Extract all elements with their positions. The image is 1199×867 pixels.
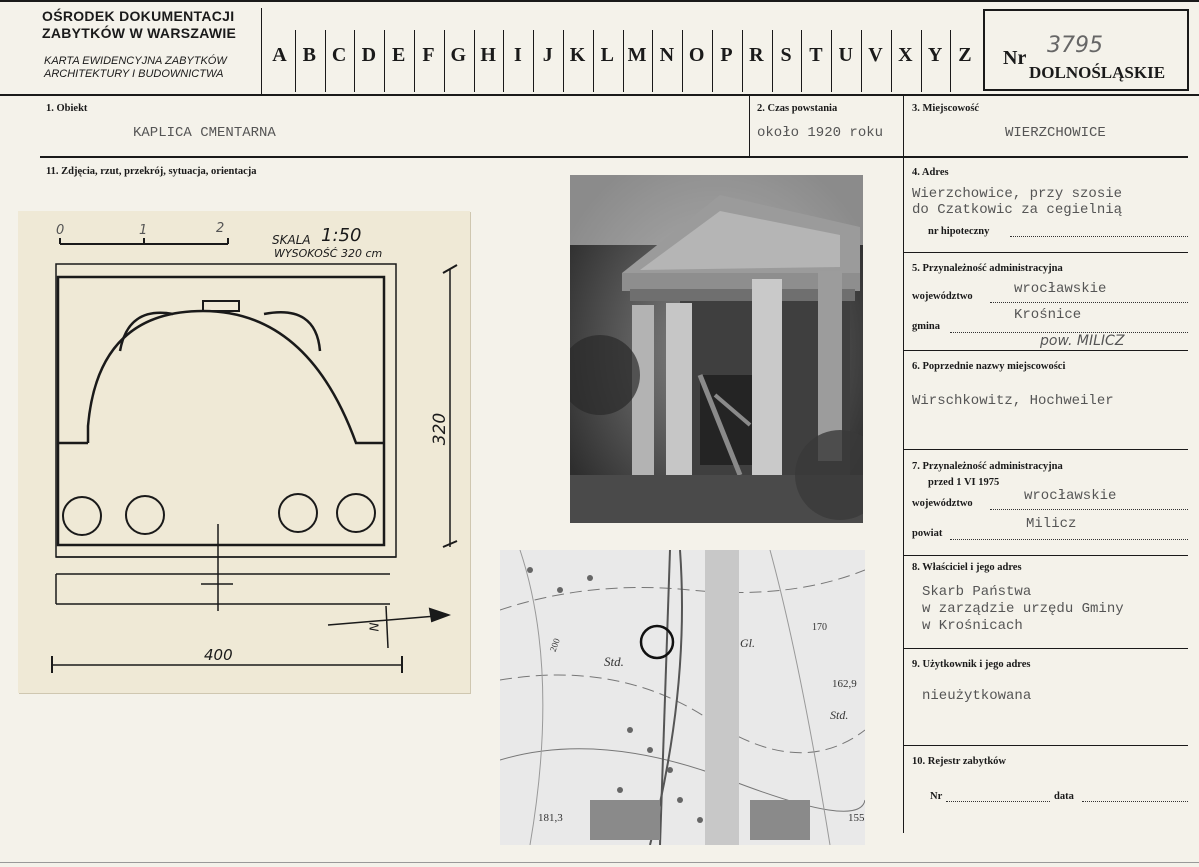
nr-hipoteczny-dots — [1010, 236, 1188, 237]
scale-tick-2: 2 — [216, 221, 225, 236]
index-letter-z: Z — [958, 44, 972, 66]
rule-9-10 — [903, 745, 1188, 746]
nr-hipoteczny-label: nr hipoteczny — [928, 226, 990, 237]
letter-separator — [444, 30, 445, 92]
bottom-edge — [0, 862, 1199, 863]
wlasciciel-label: 8. Właściciel i jego adres — [912, 562, 1022, 573]
institution-name — [42, 8, 236, 42]
przed-label: przed 1 VI 1975 — [928, 477, 1000, 488]
index-letter-h: H — [480, 44, 496, 66]
scale-tick-1: 1 — [139, 223, 148, 238]
index-letter-c: C — [331, 44, 347, 66]
adres-line-2: do Czatkowic za cegielnią — [912, 202, 1123, 218]
chapel-photo-image — [570, 175, 863, 523]
woj1975-value: wrocławskie — [1024, 488, 1117, 504]
przyn1975-label: 7. Przynależność administracyjna — [912, 461, 1063, 472]
wlasciciel-line-2: w zarządzie urzędu Gminy — [922, 601, 1124, 617]
wojewodztwo-label: województwo — [912, 291, 973, 302]
rule-4-5 — [903, 252, 1188, 253]
letter-separator — [861, 30, 862, 92]
scale-label: SKALA — [272, 233, 311, 247]
floor-plan-drawing — [18, 211, 470, 693]
wojewodztwo-value: wrocławskie — [1014, 281, 1107, 297]
index-letter-p: P — [720, 44, 733, 66]
wojewodztwo-dots — [990, 302, 1188, 303]
index-letter-v: V — [868, 44, 883, 66]
map-label-155: 155 — [848, 812, 865, 824]
letter-separator — [652, 30, 653, 92]
index-letter-e: E — [392, 44, 406, 66]
index-letter-b: B — [302, 44, 316, 66]
uzytkownik-label: 9. Użytkownik i jego adres — [912, 659, 1031, 670]
powiat-handwritten: pow. MILICZ — [1040, 333, 1125, 349]
index-letter-k: K — [569, 44, 586, 66]
index-letter-t: T — [809, 44, 823, 66]
nr-box — [983, 9, 1189, 91]
letter-separator — [384, 30, 385, 92]
przynaleznosc-label: 5. Przynależność administracyjna — [912, 263, 1063, 274]
czas-value: około 1920 roku — [757, 125, 884, 141]
header-bottom-rule — [0, 94, 1199, 96]
floor-plan-sheet — [18, 211, 470, 693]
index-letter-d: D — [361, 44, 377, 66]
letter-separator — [563, 30, 564, 92]
region: DOLNOŚLĄSKIE — [1029, 63, 1166, 82]
wlasciciel-line-3: w Krośnicach — [922, 618, 1023, 634]
poprzednie-label: 6. Poprzednie nazwy miejscowości — [912, 361, 1066, 372]
row1-bottom-rule — [40, 156, 1188, 158]
uzytkownik-value: nieużytkowana — [922, 688, 1032, 704]
letter-separator — [414, 30, 415, 92]
top-border — [0, 0, 1199, 2]
location-map — [500, 550, 865, 845]
gmina-value: Krośnice — [1014, 307, 1082, 323]
obiekt-value: KAPLICA CMENTARNA — [133, 125, 276, 141]
dim-height: 320 — [430, 412, 451, 446]
chapel-photo — [570, 175, 863, 523]
rule-8-9 — [903, 648, 1188, 649]
dim-width: 400 — [204, 646, 233, 664]
letter-separator — [712, 30, 713, 92]
letter-separator — [891, 30, 892, 92]
index-letter-u: U — [838, 44, 853, 66]
index-letter-o: O — [688, 44, 705, 66]
adres-line-1: Wierzchowice, przy szosie — [912, 186, 1123, 202]
letter-separator — [742, 30, 743, 92]
map-label-181: 181,3 — [538, 812, 563, 824]
index-letter-s: S — [780, 44, 792, 66]
letter-separator — [801, 30, 802, 92]
rule-7-8 — [903, 555, 1188, 556]
scale-value: 1:50 — [321, 225, 362, 246]
index-letter-m: M — [627, 44, 647, 66]
woj1975-dots — [990, 509, 1188, 510]
index-letter-n: N — [659, 44, 675, 66]
miejscowosc-value: WIERZCHOWICE — [1005, 125, 1106, 141]
miejscowosc-label: 3. Miejscowość — [912, 103, 980, 114]
map-label-162: 162,9 — [832, 678, 857, 690]
institution-line-1: OŚRODEK DOKUMENTACJI — [42, 8, 235, 24]
powiat-value: Milicz — [1026, 516, 1077, 532]
wlasciciel-value — [922, 584, 1124, 635]
index-letter-g: G — [450, 44, 467, 66]
index-letter-l: L — [600, 44, 614, 66]
letter-separator — [831, 30, 832, 92]
letter-separator — [474, 30, 475, 92]
scale-tick-0: 0 — [56, 223, 65, 238]
index-letter-i: I — [513, 44, 522, 66]
map-label-170: 170 — [812, 622, 827, 633]
rejestr-data-dots — [1082, 801, 1188, 802]
row1-divider-a — [749, 96, 750, 156]
nr-value: 3795 — [1047, 33, 1103, 58]
rejestr-data-label: data — [1054, 791, 1074, 802]
zdjecia-label: 11. Zdjęcia, rzut, przekrój, sytuacja, orientacja — [46, 166, 257, 177]
letter-separator — [682, 30, 683, 92]
card-title-line-1: KARTA EWIDENCYJNA ZABYTKÓW — [44, 55, 227, 67]
letter-separator — [772, 30, 773, 92]
letter-separator — [354, 30, 355, 92]
adres-label: 4. Adres — [912, 167, 949, 178]
woj1975-label: województwo — [912, 498, 973, 509]
index-letter-a: A — [272, 44, 287, 66]
obiekt-label: 1. Obiekt — [46, 103, 88, 114]
map-label-std-2: Std. — [830, 708, 849, 722]
north-label: N — [367, 622, 382, 632]
letter-separator — [533, 30, 534, 92]
letter-separator — [593, 30, 594, 92]
letter-separator — [921, 30, 922, 92]
nr-label: Nr — [1003, 47, 1027, 69]
powiat-label: powiat — [912, 528, 943, 539]
institution-line-2: ZABYTKÓW W WARSZAWIE — [42, 25, 237, 41]
rejestr-nr-dots — [946, 801, 1050, 802]
rejestr-label: 10. Rejestr zabytków — [912, 756, 1006, 767]
map-label-gl: Gl. — [740, 636, 755, 650]
index-letter-j: J — [542, 44, 553, 66]
right-column-divider — [903, 96, 904, 833]
location-map-image — [500, 550, 865, 845]
map-label-std: Std. — [604, 654, 624, 669]
rule-6-7 — [903, 449, 1188, 450]
index-letter-f: F — [422, 44, 435, 66]
header-divider — [261, 8, 262, 94]
wlasciciel-line-1: Skarb Państwa — [922, 584, 1032, 600]
letter-separator — [325, 30, 326, 92]
letter-separator — [623, 30, 624, 92]
rule-5-6 — [903, 350, 1188, 351]
index-letter-x: X — [898, 44, 913, 66]
czas-label: 2. Czas powstania — [757, 103, 838, 114]
map-label-200: 200 — [547, 636, 562, 654]
powiat-dots — [950, 539, 1188, 540]
rejestr-nr-label: Nr — [930, 791, 943, 802]
height-label: WYSOKOŚĆ 320 cm — [274, 247, 383, 260]
card-title — [44, 55, 227, 81]
letter-separator — [295, 30, 296, 92]
adres-value — [912, 186, 1122, 218]
letter-separator — [503, 30, 504, 92]
index-letter-y: Y — [927, 44, 943, 66]
letter-separator — [950, 30, 951, 92]
card-title-line-2: ARCHITEKTURY I BUDOWNICTWA — [44, 68, 224, 80]
gmina-label: gmina — [912, 321, 941, 332]
poprzednie-value: Wirschkowitz, Hochweiler — [912, 393, 1114, 409]
index-letter-r: R — [749, 44, 764, 66]
